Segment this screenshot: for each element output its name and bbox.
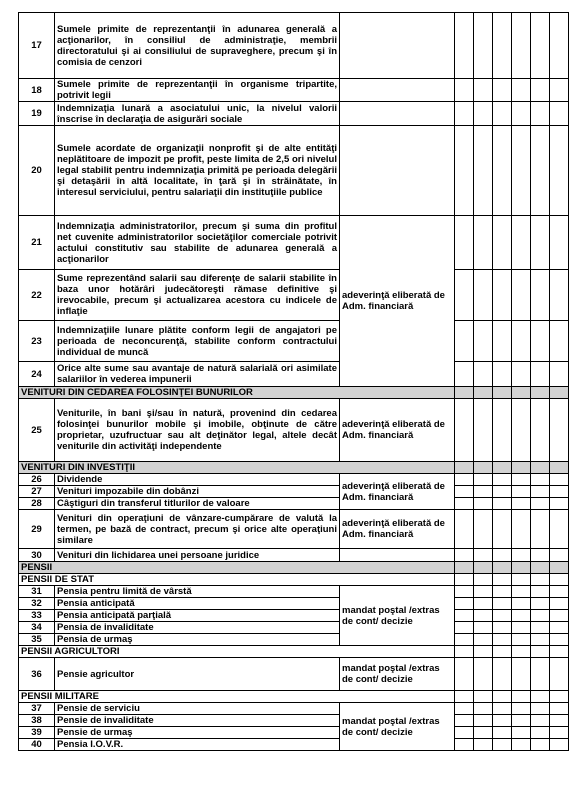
empty-cell — [531, 486, 550, 498]
empty-cell — [474, 622, 493, 634]
section-header-title: VENITURI DIN INVESTIŢII — [19, 462, 455, 474]
empty-cell — [531, 622, 550, 634]
empty-cell — [512, 498, 531, 510]
empty-cell — [512, 574, 531, 586]
empty-cell — [474, 549, 493, 562]
empty-cell — [550, 498, 569, 510]
income-description: Pensia anticipată parţială — [55, 610, 340, 622]
empty-cell — [493, 321, 512, 362]
empty-cell — [550, 462, 569, 474]
income-description: Sumele primite de reprezentanţii în adunarea generală a acţionarilor, în consiliul de administraţie, membrii directoratului şi ai consiliului de supraveghere, precum şi în comisia de cenzori — [55, 13, 340, 79]
empty-cell — [550, 691, 569, 703]
table-row — [19, 270, 569, 321]
empty-cell — [493, 13, 512, 79]
subsection-header — [19, 691, 569, 703]
empty-cell — [474, 727, 493, 739]
empty-cell — [512, 79, 531, 102]
empty-cell — [474, 510, 493, 549]
empty-cell — [493, 362, 512, 387]
empty-cell — [531, 510, 550, 549]
table-row — [19, 13, 569, 79]
empty-cell — [512, 562, 531, 574]
empty-cell — [550, 126, 569, 216]
empty-cell — [550, 13, 569, 79]
row-number: 27 — [19, 486, 55, 498]
empty-cell — [455, 715, 474, 727]
empty-cell — [474, 634, 493, 646]
empty-cell — [531, 715, 550, 727]
income-description: Sumele acordate de organizaţii nonprofit şi de alte entităţi neplătitoare de impozit pe profit, peste limita de 2,5 ori nivelul legal stabilit pentru indemnizaţia primită pe perioada delegării şi detaşării în altă localitate, în ţară şi în străinătate, în interesul serviciului, pentru salariaţii din instituţiile publice — [55, 126, 340, 216]
empty-cell — [474, 13, 493, 79]
empty-cell — [512, 399, 531, 462]
income-description: Orice alte sume sau avantaje de natură salarială ori asimilate salariilor în vederea impunerii — [55, 362, 340, 387]
empty-cell — [512, 586, 531, 598]
table-row — [19, 102, 569, 126]
income-description: Venituri din operaţiuni de vânzare-cumpărare de valută la termen, pe bază de contract, precum şi orice alte operaţiuni similare — [55, 510, 340, 549]
table-row — [19, 126, 569, 216]
income-description: Indemnizaţia lunară a asociatului unic, la nivelul valorii înscrise în declaraţia de asigurări sociale — [55, 102, 340, 126]
table-row — [19, 79, 569, 102]
table-row — [19, 216, 569, 270]
empty-cell — [455, 362, 474, 387]
empty-cell — [455, 658, 474, 691]
empty-cell — [474, 474, 493, 486]
empty-cell — [512, 510, 531, 549]
empty-cell — [474, 610, 493, 622]
table-row — [19, 610, 569, 622]
row-number: 40 — [19, 739, 55, 751]
income-description: Pensia I.O.V.R. — [55, 739, 340, 751]
table-row — [19, 486, 569, 498]
empty-cell — [455, 574, 474, 586]
empty-cell — [455, 321, 474, 362]
empty-cell — [550, 510, 569, 549]
empty-cell — [531, 739, 550, 751]
row-number: 21 — [19, 216, 55, 270]
row-number: 33 — [19, 610, 55, 622]
required-document: mandat poştal /extras de cont/ decizie — [340, 703, 455, 751]
row-number: 31 — [19, 586, 55, 598]
empty-cell — [455, 691, 474, 703]
empty-cell — [512, 321, 531, 362]
empty-cell — [493, 510, 512, 549]
empty-cell — [512, 658, 531, 691]
table-body — [19, 13, 569, 751]
empty-cell — [531, 727, 550, 739]
empty-cell — [493, 691, 512, 703]
subsection-header-title: PENSII MILITARE — [19, 691, 455, 703]
row-number: 34 — [19, 622, 55, 634]
empty-cell — [474, 715, 493, 727]
income-description: Pensie agricultor — [55, 658, 340, 691]
table-row — [19, 658, 569, 691]
section-header-title: VENITURI DIN CEDAREA FOLOSINŢEI BUNURILOR — [19, 387, 455, 399]
income-description: Pensia de invaliditate — [55, 622, 340, 634]
table-row — [19, 498, 569, 510]
empty-cell — [512, 715, 531, 727]
empty-cell — [512, 126, 531, 216]
row-number: 35 — [19, 634, 55, 646]
empty-cell — [550, 622, 569, 634]
empty-cell — [455, 739, 474, 751]
empty-cell — [493, 715, 512, 727]
empty-cell — [455, 634, 474, 646]
empty-cell — [493, 474, 512, 486]
empty-cell — [512, 462, 531, 474]
empty-cell — [493, 598, 512, 610]
empty-cell — [531, 216, 550, 270]
empty-cell — [531, 462, 550, 474]
empty-cell — [455, 270, 474, 321]
empty-cell — [493, 498, 512, 510]
required-document — [340, 549, 455, 562]
empty-cell — [455, 474, 474, 486]
empty-cell — [531, 658, 550, 691]
empty-cell — [474, 321, 493, 362]
empty-cell — [550, 715, 569, 727]
empty-cell — [512, 216, 531, 270]
table-row — [19, 715, 569, 727]
empty-cell — [493, 270, 512, 321]
income-description: Pensie de invaliditate — [55, 715, 340, 727]
empty-cell — [512, 634, 531, 646]
income-description: Pensia de urmaş — [55, 634, 340, 646]
empty-cell — [455, 498, 474, 510]
empty-cell — [455, 598, 474, 610]
empty-cell — [474, 270, 493, 321]
empty-cell — [550, 598, 569, 610]
empty-cell — [493, 622, 512, 634]
required-document — [340, 126, 455, 216]
row-number: 20 — [19, 126, 55, 216]
subsection-header — [19, 574, 569, 586]
required-document — [340, 102, 455, 126]
empty-cell — [455, 610, 474, 622]
empty-cell — [455, 13, 474, 79]
empty-cell — [550, 102, 569, 126]
required-document — [340, 13, 455, 79]
empty-cell — [455, 399, 474, 462]
row-number: 36 — [19, 658, 55, 691]
empty-cell — [455, 727, 474, 739]
empty-cell — [531, 362, 550, 387]
empty-cell — [550, 399, 569, 462]
empty-cell — [474, 658, 493, 691]
empty-cell — [512, 474, 531, 486]
empty-cell — [474, 462, 493, 474]
empty-cell — [455, 646, 474, 658]
empty-cell — [493, 574, 512, 586]
income-description: Sume reprezentând salarii sau diferenţe de salarii stabilite în baza unor hotărâri judecătoreşti rămase definitive şi irevocabile, precum şi actualizarea acestora cu indicele de inflaţie — [55, 270, 340, 321]
required-document: mandat poştal /extras de cont/ decizie — [340, 658, 455, 691]
empty-cell — [493, 646, 512, 658]
row-number: 22 — [19, 270, 55, 321]
empty-cell — [512, 549, 531, 562]
income-description: Venituri din lichidarea unei persoane juridice — [55, 549, 340, 562]
required-document — [340, 79, 455, 102]
empty-cell — [455, 703, 474, 715]
empty-cell — [512, 598, 531, 610]
required-document: adeverinţă eliberată de Adm. financiară — [340, 399, 455, 462]
empty-cell — [493, 727, 512, 739]
table-row — [19, 703, 569, 715]
income-documents-table — [18, 12, 569, 751]
table-row — [19, 634, 569, 646]
empty-cell — [512, 622, 531, 634]
empty-cell — [531, 498, 550, 510]
empty-cell — [474, 387, 493, 399]
empty-cell — [493, 79, 512, 102]
empty-cell — [550, 216, 569, 270]
empty-cell — [493, 399, 512, 462]
section-header — [19, 562, 569, 574]
row-number: 17 — [19, 13, 55, 79]
required-document: adeverinţă eliberată de Adm. financiară — [340, 474, 455, 510]
row-number: 29 — [19, 510, 55, 549]
empty-cell — [512, 610, 531, 622]
empty-cell — [550, 387, 569, 399]
empty-cell — [531, 574, 550, 586]
empty-cell — [512, 691, 531, 703]
row-number: 19 — [19, 102, 55, 126]
required-document: mandat poştal /extras de cont/ decizie — [340, 586, 455, 646]
empty-cell — [493, 634, 512, 646]
empty-cell — [550, 486, 569, 498]
empty-cell — [550, 727, 569, 739]
row-number: 18 — [19, 79, 55, 102]
empty-cell — [550, 79, 569, 102]
empty-cell — [531, 646, 550, 658]
empty-cell — [531, 399, 550, 462]
empty-cell — [474, 102, 493, 126]
empty-cell — [531, 634, 550, 646]
empty-cell — [531, 387, 550, 399]
empty-cell — [455, 102, 474, 126]
empty-cell — [474, 586, 493, 598]
empty-cell — [474, 362, 493, 387]
empty-cell — [493, 486, 512, 498]
empty-cell — [531, 549, 550, 562]
income-description: Pensia anticipată — [55, 598, 340, 610]
empty-cell — [531, 703, 550, 715]
subsection-header-title: PENSII AGRICULTORI — [19, 646, 455, 658]
empty-cell — [493, 387, 512, 399]
row-number: 37 — [19, 703, 55, 715]
empty-cell — [474, 703, 493, 715]
empty-cell — [512, 387, 531, 399]
empty-cell — [493, 610, 512, 622]
table-row — [19, 549, 569, 562]
subsection-header-title: PENSII DE STAT — [19, 574, 455, 586]
empty-cell — [512, 727, 531, 739]
empty-cell — [512, 102, 531, 126]
empty-cell — [474, 646, 493, 658]
empty-cell — [531, 321, 550, 362]
empty-cell — [455, 622, 474, 634]
table-row — [19, 321, 569, 362]
row-number: 25 — [19, 399, 55, 462]
table-row — [19, 399, 569, 462]
table-row — [19, 622, 569, 634]
income-description: Dividende — [55, 474, 340, 486]
empty-cell — [531, 598, 550, 610]
empty-cell — [455, 510, 474, 549]
empty-cell — [455, 462, 474, 474]
required-document: adeverinţă eliberată de Adm. financiară — [340, 510, 455, 549]
empty-cell — [493, 462, 512, 474]
section-header — [19, 387, 569, 399]
empty-cell — [512, 270, 531, 321]
empty-cell — [531, 691, 550, 703]
empty-cell — [474, 79, 493, 102]
row-number: 24 — [19, 362, 55, 387]
table-row — [19, 727, 569, 739]
empty-cell — [550, 586, 569, 598]
empty-cell — [550, 610, 569, 622]
empty-cell — [474, 126, 493, 216]
empty-cell — [493, 586, 512, 598]
income-description: Pensie de urmaş — [55, 727, 340, 739]
empty-cell — [531, 79, 550, 102]
empty-cell — [550, 321, 569, 362]
empty-cell — [455, 549, 474, 562]
empty-cell — [493, 216, 512, 270]
empty-cell — [455, 562, 474, 574]
row-number: 38 — [19, 715, 55, 727]
income-description: Veniturile, în bani şi/sau în natură, provenind din cedarea folosinţei bunurilor mobile şi imobile, obţinute de către proprietar, uzufructuar sau alt deţinător legal, altele decât veniturile din activităţi independente — [55, 399, 340, 462]
empty-cell — [550, 474, 569, 486]
empty-cell — [512, 646, 531, 658]
income-description: Indemnizaţia administratorilor, precum şi suma din profitul net cuvenite administratorilor societăţilor comerciale potrivit actului constitutiv sau stabilite de adunarea generală a acţionarilor — [55, 216, 340, 270]
empty-cell — [512, 13, 531, 79]
empty-cell — [550, 362, 569, 387]
empty-cell — [550, 574, 569, 586]
empty-cell — [531, 126, 550, 216]
empty-cell — [531, 270, 550, 321]
row-number: 30 — [19, 549, 55, 562]
table-row — [19, 586, 569, 598]
income-description: Sumele primite de reprezentanţii în organisme tripartite, potrivit legii — [55, 79, 340, 102]
table-row — [19, 598, 569, 610]
empty-cell — [493, 126, 512, 216]
section-header-title: PENSII — [19, 562, 455, 574]
empty-cell — [474, 498, 493, 510]
subsection-header — [19, 646, 569, 658]
empty-cell — [455, 216, 474, 270]
empty-cell — [550, 270, 569, 321]
empty-cell — [474, 691, 493, 703]
empty-cell — [474, 399, 493, 462]
empty-cell — [493, 102, 512, 126]
row-number: 32 — [19, 598, 55, 610]
empty-cell — [550, 549, 569, 562]
empty-cell — [512, 739, 531, 751]
empty-cell — [474, 562, 493, 574]
empty-cell — [550, 634, 569, 646]
income-description: Câştiguri din transferul titlurilor de valoare — [55, 498, 340, 510]
empty-cell — [512, 486, 531, 498]
empty-cell — [455, 586, 474, 598]
empty-cell — [550, 703, 569, 715]
row-number: 39 — [19, 727, 55, 739]
income-description: Indemnizaţiile lunare plătite conform legii de angajatori pe perioada de neconcurenţă, stabilite conform contractului individual de muncă — [55, 321, 340, 362]
table-row — [19, 474, 569, 486]
table-row — [19, 739, 569, 751]
empty-cell — [550, 739, 569, 751]
empty-cell — [474, 739, 493, 751]
empty-cell — [531, 474, 550, 486]
section-header — [19, 462, 569, 474]
empty-cell — [550, 646, 569, 658]
empty-cell — [493, 703, 512, 715]
table-row — [19, 362, 569, 387]
required-document: adeverinţă eliberată de Adm. financiară — [340, 216, 455, 387]
empty-cell — [455, 79, 474, 102]
empty-cell — [550, 562, 569, 574]
row-number: 26 — [19, 474, 55, 486]
empty-cell — [493, 739, 512, 751]
empty-cell — [550, 658, 569, 691]
empty-cell — [531, 562, 550, 574]
empty-cell — [474, 598, 493, 610]
empty-cell — [493, 549, 512, 562]
empty-cell — [474, 216, 493, 270]
empty-cell — [455, 126, 474, 216]
empty-cell — [531, 610, 550, 622]
empty-cell — [512, 703, 531, 715]
row-number: 28 — [19, 498, 55, 510]
empty-cell — [474, 486, 493, 498]
row-number: 23 — [19, 321, 55, 362]
empty-cell — [531, 102, 550, 126]
income-description: Pensia pentru limită de vârstă — [55, 586, 340, 598]
empty-cell — [531, 586, 550, 598]
empty-cell — [531, 13, 550, 79]
empty-cell — [455, 387, 474, 399]
empty-cell — [493, 658, 512, 691]
empty-cell — [455, 486, 474, 498]
income-description: Pensie de serviciu — [55, 703, 340, 715]
table-row — [19, 510, 569, 549]
empty-cell — [474, 574, 493, 586]
income-description: Venituri impozabile din dobânzi — [55, 486, 340, 498]
empty-cell — [493, 562, 512, 574]
empty-cell — [512, 362, 531, 387]
